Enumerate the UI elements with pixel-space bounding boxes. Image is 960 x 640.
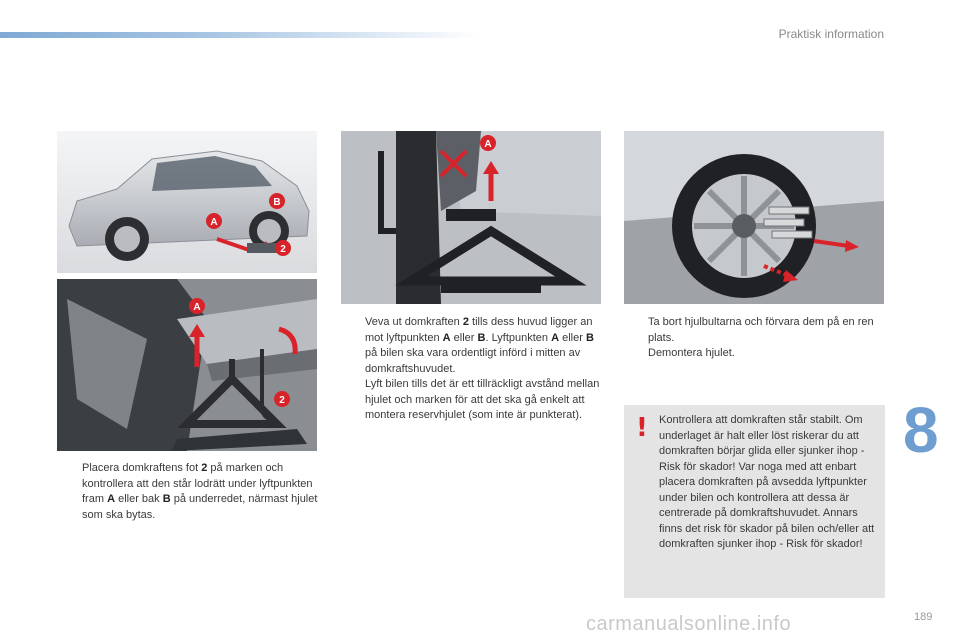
jack-under-sill-illustration: [57, 279, 317, 451]
reference-label: 2: [462, 316, 469, 328]
label-2: 2: [279, 395, 285, 406]
warning-icon: !: [636, 413, 648, 443]
wheel-bolts-illustration: [624, 131, 884, 304]
reference-label: B: [477, 331, 486, 344]
warning-box: [624, 405, 885, 598]
instruction-text: eller bak: [115, 493, 163, 505]
reference-label: B: [585, 331, 594, 344]
car-jack-points-illustration: [57, 131, 317, 273]
instruction-text: Ta bort hjulbultarna och förvara dem på en ren plats.: [648, 316, 874, 344]
instruction-item: [626, 315, 888, 346]
page-number: 189: [914, 611, 933, 623]
reference-label: 2: [201, 462, 208, 474]
instruction-text: . Lyftpunkten: [485, 331, 552, 344]
instruction-text: på bilen ska vara ordentligt införd i mitten av domkraftshuvudet.: [365, 347, 581, 375]
instruction-text: Placera domkraftens fot: [82, 462, 202, 474]
section-title: Praktisk information: [778, 27, 884, 41]
header-accent-bar: [0, 32, 480, 38]
instructions-left: [60, 461, 318, 523]
reference-label: A: [551, 331, 560, 344]
instructions-middle: [343, 315, 605, 424]
reference-label: A: [442, 331, 451, 344]
instruction-item: [60, 461, 318, 523]
reference-label: B: [162, 493, 171, 505]
instruction-text: på marken och kontrollera att den står lodrätt under lyftpunkten fram: [82, 462, 313, 505]
warning-text: Kontrollera att domkraften står stabilt. Om underlaget är halt eller löst riskerar du att domkraften börjar glida eller sjunker ihop - Risk för skador! Var noga med att enbart placera domkraften på avsedda lyftpunkter under bilen och kontrollera att dessa är centrerade på domkraftshuvudet. Annars finns det risk för skador på bilen och/eller att domkraften sjunker ihop - Risk för skador!: [659, 414, 875, 550]
instruction-item: [343, 315, 605, 377]
instruction-item: [343, 377, 605, 424]
label-2: 2: [280, 244, 286, 255]
instruction-text: eller: [559, 331, 586, 344]
label-a: A: [484, 139, 492, 150]
instructions-right: [626, 315, 888, 362]
instruction-text: på underredet, närmast hjulet som ska bytas.: [82, 493, 318, 521]
instruction-text: Veva ut domkraften: [365, 316, 463, 328]
instruction-text: eller: [450, 331, 478, 344]
chapter-number: 8: [903, 394, 939, 466]
jack-mechanism-illustration: [341, 131, 601, 304]
instruction-text: tills dess huvud ligger an mot lyftpunkten: [365, 316, 593, 344]
instruction-text: Lyft bilen tills det är ett tillräckligt avstånd mellan hjulet och marken för att det ska gå enkelt att montera reservhjulet (som inte är punkterat).: [365, 378, 600, 421]
label-b: B: [273, 197, 281, 208]
instruction-item: [626, 346, 888, 362]
label-a: A: [193, 302, 201, 313]
instruction-text: Demontera hjulet.: [648, 347, 735, 359]
reference-label: A: [107, 493, 116, 505]
watermark: carmanualsonline.info: [586, 613, 792, 635]
label-a: A: [210, 217, 218, 228]
